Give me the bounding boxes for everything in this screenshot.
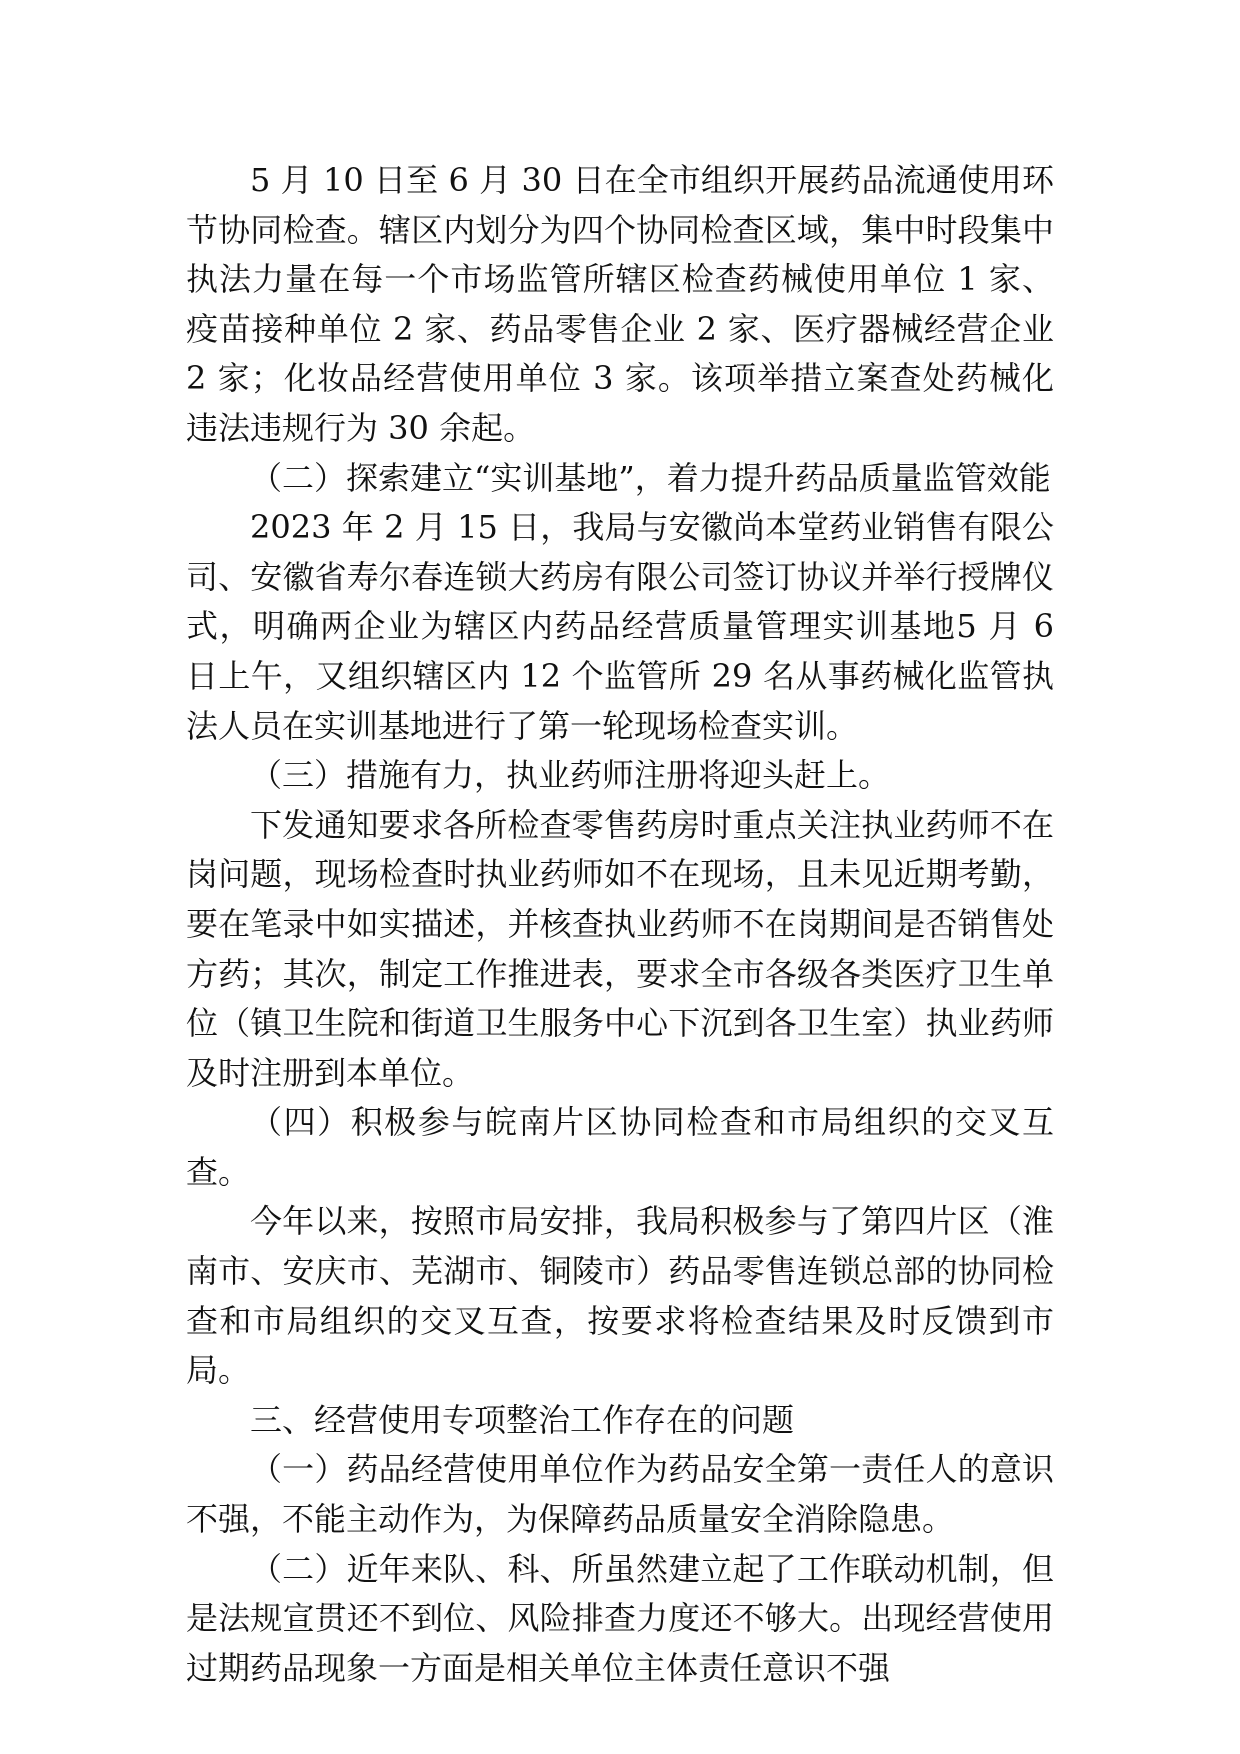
section-heading-problems: 三、经营使用专项整治工作存在的问题 xyxy=(250,1400,795,1439)
paragraph-training-base: 2023 年 2 月 15 日，我局与安徽尚本堂药业销售有限公司、安徽省寿尔春连锁大药房有限公司签订协议并举行授牌仪式，明确两企业为辖区内药品经营质量管理实训基地5 月 6 日上午，又组织辖区内 12 个监管所 29 名从事药械化监管执法人员在实训基地进行了第一轮现场检查实训。 xyxy=(186,508,1054,745)
heading-pharmacist-registration: （三）措施有力，执业药师注册将迎头赶上。 xyxy=(250,756,891,795)
heading-cross-inspection: （四）积极参与皖南片区协同检查和市局组织的交叉互查。 xyxy=(186,1103,1054,1191)
paragraph-pharmacist-registration: 下发通知要求各所检查零售药房时重点关注执业药师不在岗问题，现场检查时执业药师如不在现场，且未见近期考勤，要在笔录中如实描述，并核查执业药师不在岗期间是否销售处方药；其次，制定工作推进表，要求全市各级各类医疗卫生单位（镇卫生院和街道卫生服务中心下沉到各卫生室）执业药师及时注册到本单位。 xyxy=(186,805,1054,1092)
paragraph-problem-one: （一）药品经营使用单位作为药品安全第一责任人的意识不强，不能主动作为，为保障药品质量安全消除隐患。 xyxy=(186,1450,1054,1539)
paragraph-problem-two: （二）近年来队、科、所虽然建立起了工作联动机制，但是法规宣贯还不到位、风险排查力度还不够大。出现经营使用过期药品现象一方面是相关单位主体责任意识不强 xyxy=(186,1549,1054,1687)
document-body xyxy=(186,156,1054,1693)
paragraph-cross-inspection: 今年以来，按照市局安排，我局积极参与了第四片区（淮南市、安庆市、芜湖市、铜陵市）药品零售连锁总部的协同检查和市局组织的交叉互查，按要求将检查结果及时反馈到市局。 xyxy=(186,1202,1054,1390)
paragraph-joint-inspection: 5 月 10 日至 6 月 30 日在全市组织开展药品流通使用环节协同检查。辖区内划分为四个协同检查区域，集中时段集中执法力量在每一个市场监管所辖区检查药械使用单位 1 家、疫苗接种单位 2 家、药品零售企业 2 家、医疗器械经营企业 2 家；化妆品经营使用单位 3 家。该项举措立案查处药械化违法违规行为 30 余起。 xyxy=(186,161,1054,447)
heading-training-base: （二）探索建立“实训基地”，着力提升药品质量监管效能 xyxy=(250,458,1051,497)
